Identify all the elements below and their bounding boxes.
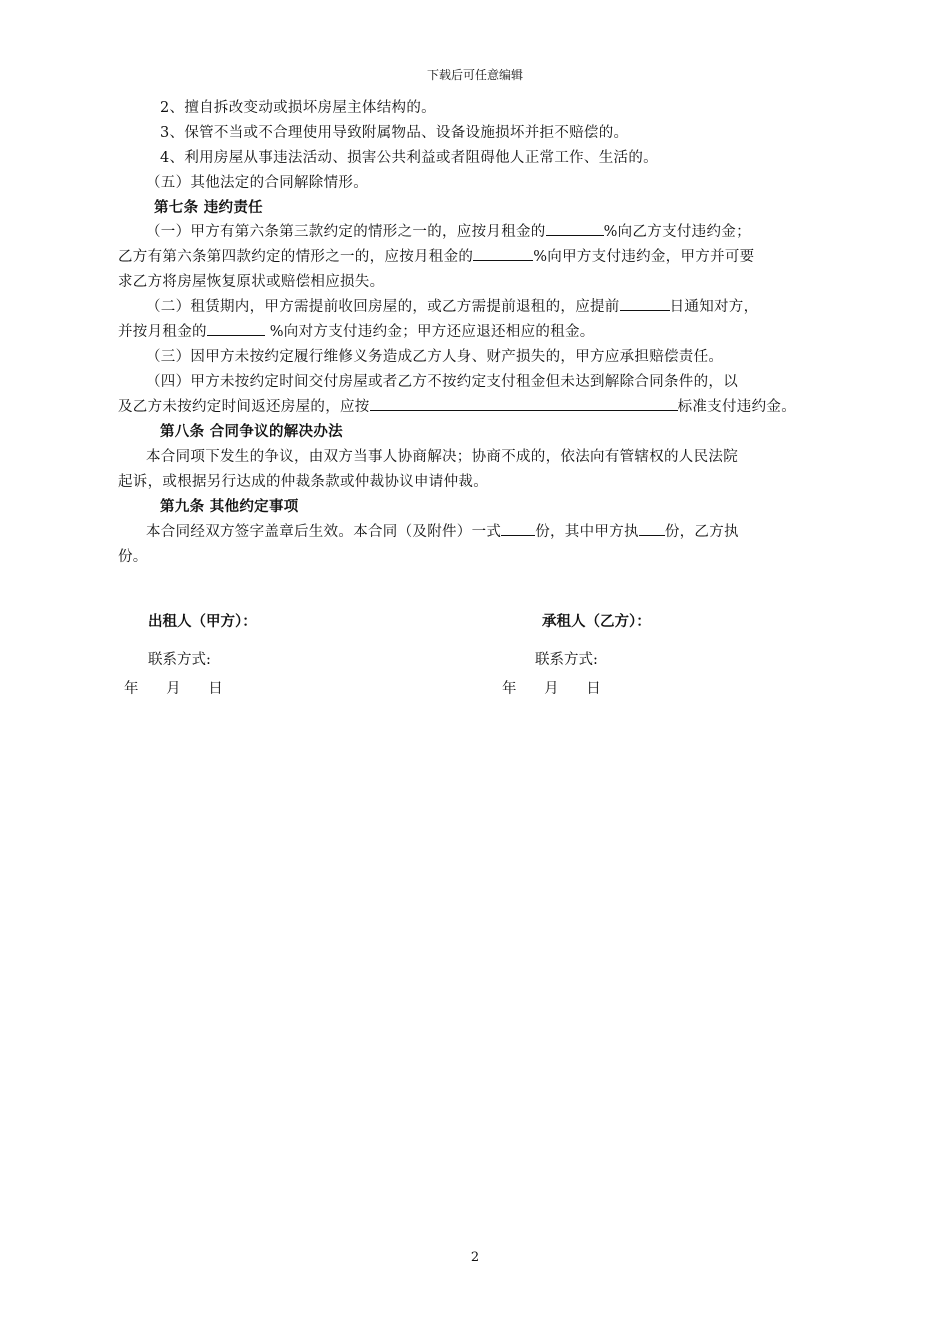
lessee-contact-label: 联系方式: (535, 652, 598, 668)
clause-line: 起诉，或根据另行达成的仲裁条款或仲裁协议申请仲裁。 (118, 474, 488, 490)
blank-field (546, 221, 604, 236)
clause-line: 份。 (118, 549, 148, 565)
blank-field (370, 396, 678, 411)
lessor-label: 出租人（甲方）： (148, 613, 257, 630)
blank-field (473, 246, 533, 261)
lessee-label: 承租人（乙方）： (542, 613, 651, 630)
clause-line: （三）因甲方未按约定履行维修义务造成乙方人身、财产损失的，甲方应承担赔偿责任。 (146, 349, 724, 365)
clause-line: 本合同经双方签字盖章后生效。本合同（及附件）一式 份，其中甲方执 份，乙方执 (146, 520, 739, 541)
clause-line: 3、保管不当或不合理使用导致附属物品、设备设施损坏并拒不赔偿的。 (160, 125, 629, 141)
lessor-contact-label: 联系方式: (148, 652, 211, 668)
clause-line: 4、利用房屋从事违法活动、损害公共利益或者阻碍他人正常工作、生活的。 (160, 150, 658, 166)
lessor-date: 年 月 日 (124, 681, 223, 697)
clause-line: （一）甲方有第六条第三款约定的情形之一的，应按月租金的 %向乙方支付违约金； (146, 220, 751, 241)
blank-field (620, 296, 670, 311)
clause-line: 并按月租金的 %向对方支付违约金；甲方还应退还相应的租金。 (118, 320, 595, 341)
clause-line: 2、擅自拆改变动或损坏房屋主体结构的。 (160, 100, 436, 116)
clause-line: （五）其他法定的合同解除情形。 (146, 175, 368, 191)
article-8-heading: 第八条 合同争议的解决办法 (160, 423, 343, 440)
page-number: 2 (470, 1250, 480, 1265)
lessee-date: 年 月 日 (502, 681, 601, 697)
clause-line: （四）甲方未按约定时间交付房屋或者乙方不按约定支付租金但未达到解除合同条件的，以 (146, 374, 738, 390)
page-header: 下载后可任意编辑 (426, 68, 523, 82)
blank-field (639, 521, 665, 536)
blank-field (207, 321, 265, 336)
blank-field (501, 521, 535, 536)
clause-line: 乙方有第六条第四款约定的情形之一的，应按月租金的 %向甲方支付违约金，甲方并可要 (118, 245, 754, 266)
clause-line: （二）租赁期内，甲方需提前收回房屋的，或乙方需提前退租的，应提前 日通知对方， (146, 295, 758, 316)
clause-line: 及乙方未按约定时间返还房屋的，应按 标准支付违约金。 (118, 395, 796, 416)
article-9-heading: 第九条 其他约定事项 (160, 498, 299, 515)
clause-line: 本合同项下发生的争议，由双方当事人协商解决；协商不成的，依法向有管辖权的人民法院 (146, 449, 738, 465)
clause-line: 求乙方将房屋恢复原状或赔偿相应损失。 (118, 274, 385, 290)
article-7-heading: 第七条 违约责任 (154, 199, 263, 216)
